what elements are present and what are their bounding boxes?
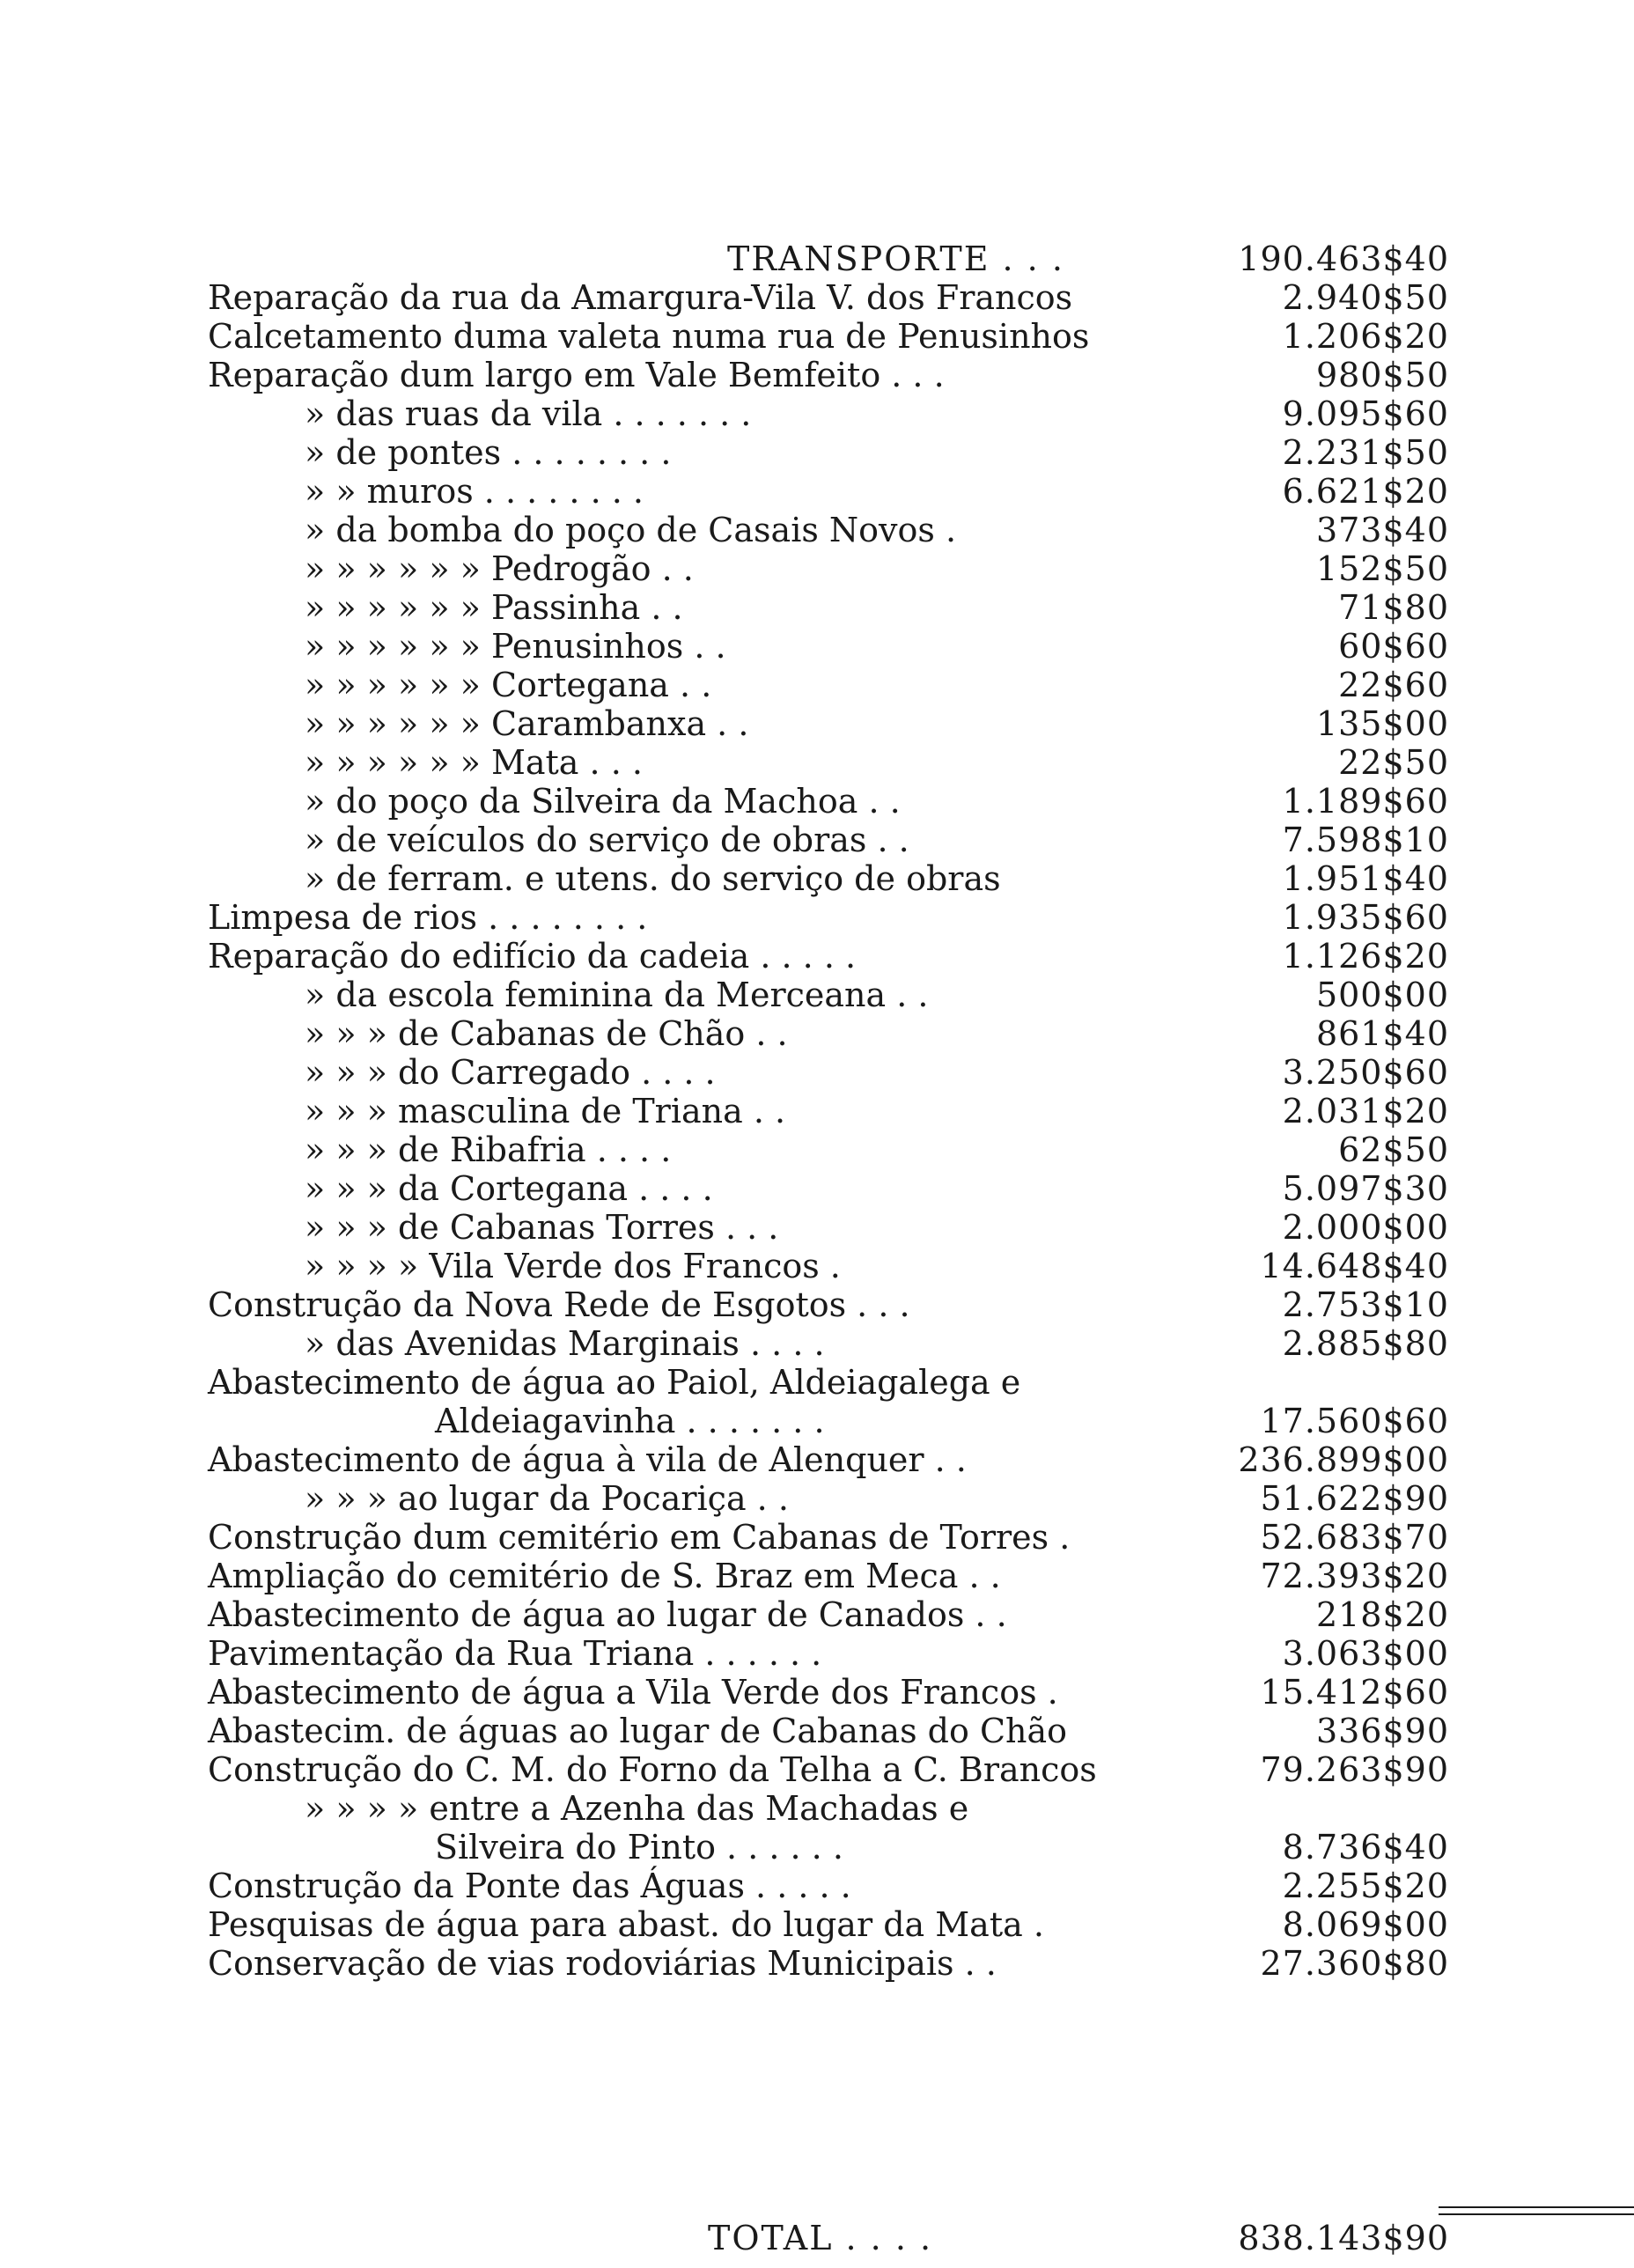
- entry-amount: 22$60: [1338, 666, 1449, 704]
- entry-list: [208, 278, 1449, 1983]
- entry-label: Reparação dum largo em Vale Bemfeito . . .: [208, 356, 945, 394]
- entry-amount: 135$00: [1315, 704, 1449, 743]
- entry-amount: 980$50: [1315, 356, 1449, 394]
- entry-label: Abastecimento de água à vila de Alenquer . .: [208, 1440, 967, 1479]
- ledger-row: [208, 1014, 1449, 1053]
- ledger-row: [208, 1479, 1449, 1518]
- entry-amount: 152$50: [1315, 549, 1449, 588]
- ledger-row: [208, 1789, 1449, 1828]
- entry-label: Calcetamento duma valeta numa rua de Penusinhos: [208, 317, 1090, 356]
- ledger-row: [208, 704, 1449, 743]
- entry-amount: 500$00: [1315, 976, 1449, 1014]
- ledger-row: [208, 1130, 1449, 1169]
- entry-amount: 1.126$20: [1282, 937, 1449, 976]
- entry-amount: 22$50: [1338, 743, 1449, 782]
- entry-amount: 6.621$20: [1282, 472, 1449, 511]
- entry-label: » do poço da Silveira da Machoa . .: [305, 782, 901, 821]
- ledger-row: [208, 1440, 1449, 1479]
- ledger-row: [208, 549, 1449, 588]
- entry-amount: 9.095$60: [1282, 394, 1449, 433]
- ledger-row: [208, 1402, 1449, 1440]
- entry-label: » de ferram. e utens. do serviço de obras: [305, 859, 1001, 898]
- ledger-row: [208, 588, 1449, 627]
- ledger-row: [208, 666, 1449, 704]
- entry-amount: 861$40: [1315, 1014, 1449, 1053]
- ledger-row: [208, 1905, 1449, 1944]
- ledger-row: [208, 859, 1449, 898]
- ledger-row: [208, 1518, 1449, 1557]
- ledger-row: [208, 821, 1449, 859]
- entry-amount: 27.360$80: [1260, 1944, 1449, 1983]
- transport-amount: 190.463$40: [1238, 239, 1449, 278]
- entry-amount: 72.393$20: [1260, 1557, 1449, 1595]
- ledger-row: [208, 1557, 1449, 1595]
- ledger-row: [208, 1285, 1449, 1324]
- ledger-row: [208, 472, 1449, 511]
- entry-label: Reparação do edifício da cadeia . . . . .: [208, 937, 857, 976]
- entry-label: Abastecimento de água ao lugar de Canados . .: [208, 1595, 1007, 1634]
- ledger-row: [208, 976, 1449, 1014]
- transport-label: TRANSPORTE . . .: [727, 239, 1064, 278]
- ledger-row: [208, 278, 1449, 317]
- entry-label: Ampliação do cemitério de S. Braz em Meca . .: [208, 1557, 1001, 1595]
- ledger-row: [208, 1208, 1449, 1247]
- entry-amount: 71$80: [1338, 588, 1449, 627]
- entry-label: » » » da Cortegana . . . .: [305, 1169, 713, 1208]
- entry-amount: 7.598$10: [1282, 821, 1449, 859]
- entry-amount: 14.648$40: [1260, 1247, 1449, 1285]
- entry-label: » » » » » » Cortegana . .: [305, 666, 712, 704]
- entry-amount: 1.206$20: [1282, 317, 1449, 356]
- entry-label: » » » » » » Mata . . .: [305, 743, 643, 782]
- entry-label: » » » » » » Pedrogão . .: [305, 549, 694, 588]
- entry-label: Pesquisas de água para abast. do lugar da Mata .: [208, 1905, 1044, 1944]
- transport-row: [208, 239, 1449, 278]
- entry-label: » » » » » » Carambanxa . .: [305, 704, 749, 743]
- total-label: TOTAL . . . .: [708, 2219, 933, 2257]
- ledger-row: [208, 511, 1449, 549]
- entry-amount: 2.255$20: [1282, 1867, 1449, 1905]
- entry-label: » » » » » » Passinha . .: [305, 588, 683, 627]
- entry-label: » » » de Cabanas Torres . . .: [305, 1208, 779, 1247]
- entry-amount: 236.899$00: [1238, 1440, 1449, 1479]
- ledger-row: [208, 1867, 1449, 1905]
- entry-amount: 60$60: [1338, 627, 1449, 666]
- ledger-row: [208, 1944, 1449, 1983]
- entry-label: » de pontes . . . . . . . .: [305, 433, 672, 472]
- total-amount: 838.143$90: [1238, 2219, 1449, 2257]
- ledger-row: [208, 898, 1449, 937]
- entry-amount: 51.622$90: [1260, 1479, 1449, 1518]
- entry-label: Construção do C. M. do Forno da Telha a C. Brancos: [208, 1750, 1097, 1789]
- entry-label: » » » » » » Penusinhos . .: [305, 627, 726, 666]
- entry-label: » » » masculina de Triana . .: [305, 1092, 786, 1130]
- ledger-row: [208, 743, 1449, 782]
- entry-amount: 2.000$00: [1282, 1208, 1449, 1247]
- entry-label: Abastecimento de água a Vila Verde dos Francos .: [208, 1673, 1058, 1712]
- ledger-row: [208, 1324, 1449, 1363]
- ledger-row: [208, 627, 1449, 666]
- entry-amount: 1.935$60: [1282, 898, 1449, 937]
- ledger-row: [208, 1595, 1449, 1634]
- ledger-row: [208, 1169, 1449, 1208]
- entry-amount: 3.250$60: [1282, 1053, 1449, 1092]
- entry-label: » da escola feminina da Merceana . .: [305, 976, 929, 1014]
- entry-amount: 62$50: [1338, 1130, 1449, 1169]
- entry-label: » » » » Vila Verde dos Francos .: [305, 1247, 841, 1285]
- entry-amount: 373$40: [1315, 511, 1449, 549]
- entry-amount: 2.940$50: [1282, 278, 1449, 317]
- entry-amount: 8.736$40: [1282, 1828, 1449, 1867]
- expense-ledger: [208, 239, 1449, 2257]
- ledger-row: [208, 1634, 1449, 1673]
- ledger-row: [208, 1828, 1449, 1867]
- ledger-row: [208, 1363, 1449, 1402]
- ledger-row: [208, 1247, 1449, 1285]
- ledger-row: [208, 1750, 1449, 1789]
- entry-label: Abastecimento de água ao Paiol, Aldeiagalega e: [208, 1363, 1021, 1402]
- entry-label: Construção da Ponte das Águas . . . . .: [208, 1867, 851, 1905]
- ledger-row: [208, 1053, 1449, 1092]
- entry-amount: 17.560$60: [1260, 1402, 1449, 1440]
- entry-amount: 1.951$40: [1282, 859, 1449, 898]
- entry-amount: 3.063$00: [1282, 1634, 1449, 1673]
- ledger-row: [208, 1092, 1449, 1130]
- entry-amount: 79.263$90: [1260, 1750, 1449, 1789]
- entry-label: » » » » entre a Azenha das Machadas e: [305, 1789, 969, 1828]
- entry-label: Silveira do Pinto . . . . . .: [435, 1828, 843, 1867]
- entry-label: » » » de Cabanas de Chão . .: [305, 1014, 788, 1053]
- entry-label: » das ruas da vila . . . . . . .: [305, 394, 752, 433]
- entry-label: » das Avenidas Marginais . . . .: [305, 1324, 825, 1363]
- entry-amount: 15.412$60: [1260, 1673, 1449, 1712]
- entry-label: Construção da Nova Rede de Esgotos . . .: [208, 1285, 910, 1324]
- entry-label: Reparação da rua da Amargura-Vila V. dos Francos: [208, 278, 1073, 317]
- ledger-row: [208, 356, 1449, 394]
- total-rule-top: [1439, 2206, 1634, 2208]
- entry-amount: 8.069$00: [1282, 1905, 1449, 1944]
- ledger-row: [208, 937, 1449, 976]
- ledger-row: [208, 317, 1449, 356]
- ledger-row: [208, 394, 1449, 433]
- entry-label: » » muros . . . . . . . .: [305, 472, 644, 511]
- entry-amount: 2.885$80: [1282, 1324, 1449, 1363]
- entry-amount: 5.097$30: [1282, 1169, 1449, 1208]
- entry-label: » » » ao lugar da Pocariça . .: [305, 1479, 789, 1518]
- total-rule-bottom: [1439, 2213, 1634, 2215]
- entry-label: » » » do Carregado . . . .: [305, 1053, 716, 1092]
- entry-label: Abastecim. de águas ao lugar de Cabanas do Chão: [208, 1712, 1068, 1750]
- entry-amount: 218$20: [1315, 1595, 1449, 1634]
- entry-label: Conservação de vias rodoviárias Municipais . .: [208, 1944, 997, 1983]
- entry-amount: 2.753$10: [1282, 1285, 1449, 1324]
- entry-label: Pavimentação da Rua Triana . . . . . .: [208, 1634, 822, 1673]
- ledger-row: [208, 1673, 1449, 1712]
- entry-label: » de veículos do serviço de obras . .: [305, 821, 909, 859]
- entry-label: Aldeiagavinha . . . . . . .: [435, 1402, 825, 1440]
- entry-amount: 1.189$60: [1282, 782, 1449, 821]
- entry-label: Limpesa de rios . . . . . . . .: [208, 898, 648, 937]
- entry-label: Construção dum cemitério em Cabanas de Torres .: [208, 1518, 1071, 1557]
- ledger-row: [208, 1712, 1449, 1750]
- entry-label: » da bomba do poço de Casais Novos .: [305, 511, 957, 549]
- entry-amount: 52.683$70: [1260, 1518, 1449, 1557]
- entry-amount: 2.031$20: [1282, 1092, 1449, 1130]
- total-row: [208, 2219, 1449, 2257]
- entry-amount: 2.231$50: [1282, 433, 1449, 472]
- ledger-row: [208, 433, 1449, 472]
- entry-amount: 336$90: [1315, 1712, 1449, 1750]
- entry-label: » » » de Ribafria . . . .: [305, 1130, 672, 1169]
- ledger-row: [208, 782, 1449, 821]
